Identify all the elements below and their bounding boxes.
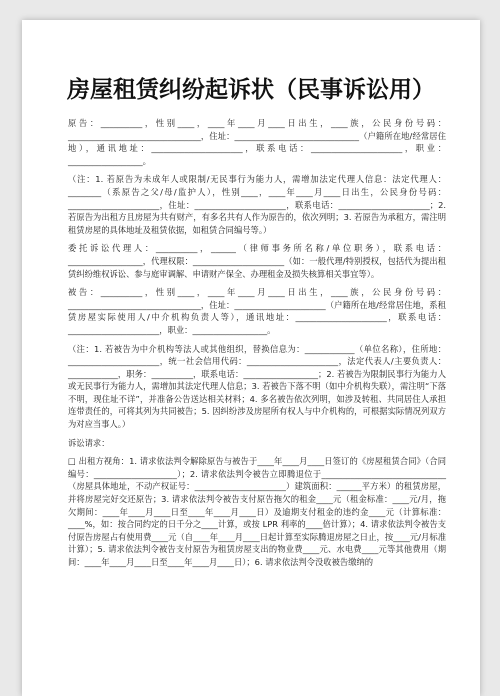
document-body [22, 107, 480, 569]
defendant-note-paragraph: （注：1. 若被告为中介机构等法人或其他组织，替换信息为：____________（单位名称），住所地：______________________，统一社会信用代码：______________________，法定代表人/主要负责人：____________，职务：__________，联系电话：__________________；2. 若被告为限制民事行为能力人或无民事行为能力人，需增加其法定代理人信息；3. 若被告下落不明（如中介机构失联），需注明“下落不明，现住址不详”，并准备公告送达相关材料；4. 多名被告依次列明，如涉及转租、共同居住人承担连带责任的，可将其列为共同被告；5. 因纠纷涉及房屋所有权人与中介机构的，可根据实际情况列双方为对应当事人。） [68, 343, 446, 430]
document-title: 房屋租赁纠纷起诉状（民事诉讼用） [67, 77, 435, 103]
document-page [22, 20, 480, 696]
plaintiff-note-paragraph: （注：1. 若原告为未成年人或限制/无民事行为能力人，需增加法定代理人信息：法定代理人：________（系原告之父/母/监护人），性别____，____年____月____日出生，公民身份号码：______________________，住址：______________________，联系电话：______________________；2. 若原告为出租方且房屋为共有财产，有多名共有人作为原告的，依次列明；3. 若原告为承租方，需注明租赁房屋的具体地址及租赁依据，如租赁合同编号等。） [68, 174, 446, 235]
claims-heading: 诉讼请求： [68, 437, 110, 448]
defendant-info-paragraph: 被告：__________，性别____，____年____月____日出生，____族，公民身份号码：________________________________，住址：______________________（户籍所在地/经常居住地，系租赁房屋实际使用人/中介机构负责人等），通讯地址：______________________，联系电话：______________________，职业：__________________。 [68, 287, 446, 335]
claims-paragraph: □ 出租方视角：1. 请求依法判令解除原告与被告于____年____月____日签订的《房屋租赁合同》（合同编号：____________________）；2. 请求依法判令被告立即腾退位于______________________________（房屋具体地址，不动产权证号：______________________）建筑面积：______平方米）的租赁房屋，并将房屋完好交还原告；3. 请求依法判令被告支付原告拖欠的租金____元（租金标准：____元/月，拖欠期间：____年____月____日至____年____月____日）及逾期支付租金的违约金____元（计算标准：____%，如：按合同约定的日千分之____计算，或按 LPR 利率的____倍计算）；4. 请求依法判令被告支付原告房屋占有使用费____元（自____年____月____日起计算至实际腾退房屋之日止，按____元/月标准计算）；5. 请求依法判令被告支付原告为租赁房屋支出的物业费____元、水电费____元等其他费用（期间：____年____月____日至____年____月____日）；6. 请求依法判令没收被告缴纳的 [68, 456, 446, 567]
plaintiff-info-paragraph: 原告：__________，性别____，____年____月____日出生，____族，公民身份号码：________________________________，住址：______________________________（户籍所在地/经常居住地），通讯地址：______________________，联系电话：______________________，职业：__________________。 [68, 118, 446, 166]
agent-info-paragraph: 委托诉讼代理人：__________，______（律师事务所名称/单位职务），联系电话：__________________，代理权限：______________________（如：一般代理/特别授权，包括代为提出租赁纠纷维权诉讼、参与庭审调解、申请财产保全、办理租金及损失核算相关事宜等）。 [68, 243, 446, 279]
